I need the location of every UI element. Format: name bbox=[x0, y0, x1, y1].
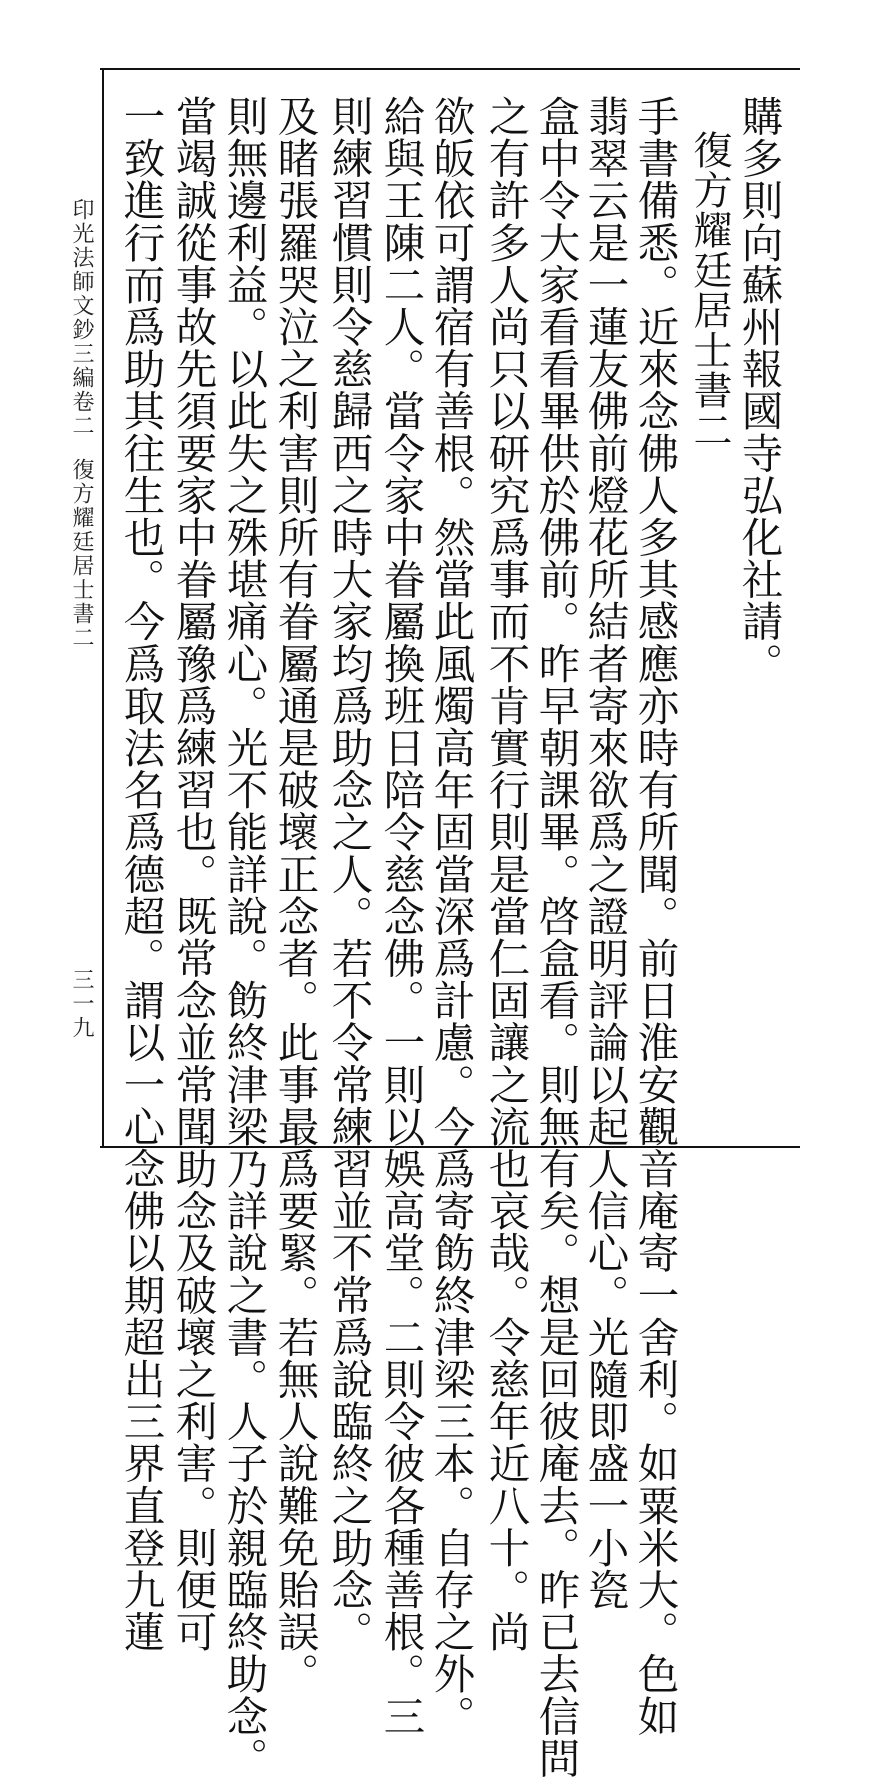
letter-heading: 復方耀廷居士書二 bbox=[687, 130, 732, 450]
text-column-1: 購多則向蘇州報國寺弘化社請。 bbox=[734, 95, 784, 685]
text-column-10: 則無邊利益。以此失之殊堪痛心。光不能詳說。飭終津梁乃詳說之書。人子於親臨終助念。 bbox=[219, 95, 269, 1779]
text-column-7: 給與王陳二人。當令家中眷屬換班日陪令慈念佛。一則以娛高堂。二則令彼各種善根。三 bbox=[376, 95, 426, 1737]
section-title: 復方耀廷居士書二 bbox=[69, 458, 94, 650]
text-column-3: 翡翠云是一蓮友佛前燈花所結者寄來欲爲之證明評論以起人信心。光隨即盛一小瓷 bbox=[580, 95, 630, 1611]
text-column-6: 欲皈依可謂宿有善根。然當此風燭高年固當深爲計慮。今爲寄飭終津梁三本。自存之外。 bbox=[426, 95, 476, 1737]
page-number: 三一九 bbox=[69, 968, 94, 1040]
text-column-2: 手書備悉。近來念佛人多其感應亦時有所聞。前日淮安觀音庵寄一舍利。如粟米大。色如 bbox=[630, 95, 680, 1737]
book-title: 印光法師文鈔三編卷二 bbox=[69, 198, 94, 438]
text-column-4: 盒中令大家看看畢供於佛前。昨早朝課畢。啓盒看。則無有矣。想是回彼庵去。昨已去信問 bbox=[531, 95, 581, 1779]
text-column-12: 一致進行而爲助其往生也。今爲取法名爲德超。謂以一心念佛以期超出三界直登九蓮 bbox=[116, 95, 166, 1653]
top-border bbox=[100, 68, 800, 70]
text-column-11: 當竭誠從事故先須要家中眷屬豫爲練習也。既常念並常聞助念及破壞之利害。則便可 bbox=[168, 95, 218, 1653]
text-column-9: 及睹張羅哭泣之利害則所有眷屬通是破壞正念者。此事最爲要緊。若無人說難免貽誤。 bbox=[270, 95, 320, 1695]
margin-divider-line bbox=[102, 68, 104, 1148]
text-column-8: 則練習慣則令慈歸西之時大家均爲助念之人。若不令常練習並不常爲說臨終之助念。 bbox=[324, 95, 374, 1653]
text-column-5: 之有許多人尚只以研究爲事而不肯實行則是當仁固讓之流也哀哉。令慈年近八十。尚 bbox=[481, 95, 531, 1653]
